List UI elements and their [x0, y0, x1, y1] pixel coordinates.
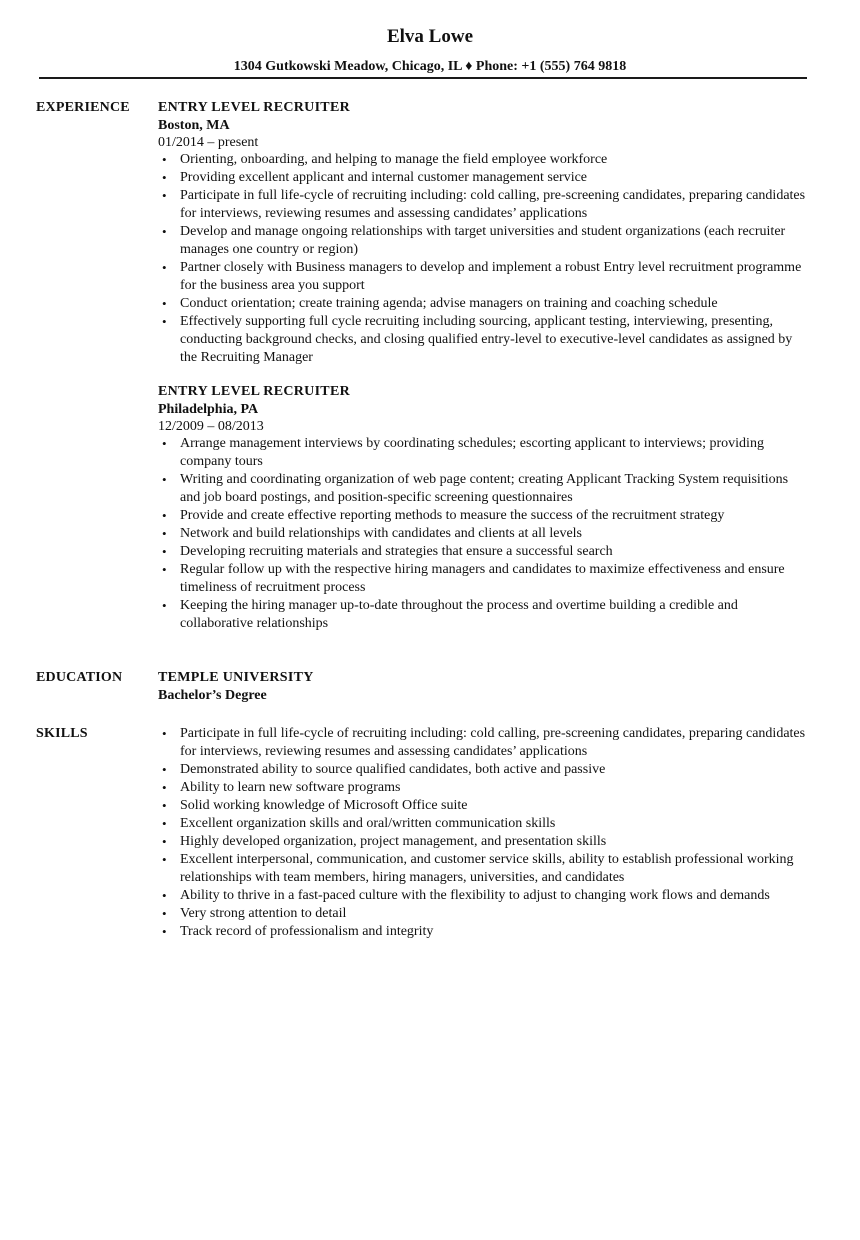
section-heading-experience: EXPERIENCE [36, 100, 130, 115]
education-body [158, 669, 808, 705]
list-item: • Participate in full life-cycle of recruiting including: cold calling, pre-screening candidates, preparing candidates for interviews, reviewing resumes and assessing candidates’ applications [158, 187, 808, 223]
list-item: • Partner closely with Business managers to develop and implement a robust Entry level recruitment programme for the business area you support [158, 259, 808, 295]
list-item: • Very strong attention to detail [158, 905, 808, 923]
list-item: • Demonstrated ability to source qualified candidates, both active and passive [158, 761, 808, 779]
job-bullets [158, 435, 808, 633]
list-item: • Keeping the hiring manager up-to-date throughout the process and overtime building a credible and collaborative relationships [158, 597, 808, 633]
list-item: • Developing recruiting materials and strategies that ensure a successful search [158, 543, 808, 561]
skills-body [158, 725, 808, 941]
job-dates: 12/2009 – 08/2013 [158, 419, 264, 434]
job-entry [158, 383, 808, 633]
address: 1304 Gutkowski Meadow, Chicago, IL [233, 59, 462, 74]
list-item: • Ability to thrive in a fast-paced culture with the flexibility to adjust to changing work flows and demands [158, 887, 808, 905]
job-title: ENTRY LEVEL RECRUITER [158, 100, 350, 115]
list-item: • Orienting, onboarding, and helping to manage the field employee workforce [158, 151, 808, 169]
job-title: ENTRY LEVEL RECRUITER [158, 384, 350, 399]
school-name: TEMPLE UNIVERSITY [158, 670, 314, 685]
list-item: • Ability to learn new software programs [158, 779, 808, 797]
list-item: • Highly developed organization, project management, and presentation skills [158, 833, 808, 851]
list-item: • Excellent interpersonal, communication, and customer service skills, ability to establish professional working relationships with team members, hiring managers, universities, and candidates [158, 851, 808, 887]
list-item: • Arrange management interviews by coordinating schedules; escorting applicant to interviews; providing company tours [158, 435, 808, 471]
job-dates: 01/2014 – present [158, 135, 259, 150]
list-item: • Develop and manage ongoing relationships with target universities and student organizations (each recruiter manages one country or region) [158, 223, 808, 259]
phone: Phone: +1 (555) 764 9818 [475, 59, 627, 74]
contact-line [0, 58, 860, 76]
list-item: • Track record of professionalism and integrity [158, 923, 808, 941]
separator-diamond-icon: ♦ [465, 59, 473, 74]
list-item: • Effectively supporting full cycle recruiting including sourcing, applicant testing, interviewing, presenting, conducting background checks, and closing qualified entry-level to executive-level candidates as assigned by the Recruiting Manager [158, 313, 808, 367]
skills-list [158, 725, 808, 941]
list-item: • Network and build relationships with candidates and clients at all levels [158, 525, 808, 543]
list-item: • Provide and create effective reporting methods to measure the success of the recruitment strategy [158, 507, 808, 525]
section-heading-skills: SKILLS [36, 726, 88, 741]
candidate-name: Elva Lowe [386, 26, 474, 47]
degree: Bachelor’s Degree [158, 688, 267, 703]
list-item: • Participate in full life-cycle of recruiting including: cold calling, pre-screening candidates, preparing candidates for interviews, reviewing resumes and assessing candidates’ applications [158, 725, 808, 761]
job-location: Boston, MA [158, 118, 230, 133]
list-item: • Providing excellent applicant and internal customer management service [158, 169, 808, 187]
list-item: • Writing and coordinating organization of web page content; creating Applicant Tracking System requisitions and job board postings, and position-specific screening questionnaires [158, 471, 808, 507]
list-item: • Conduct orientation; create training agenda; advise managers on training and coaching schedule [158, 295, 808, 313]
job-entry [158, 99, 808, 367]
header-divider [39, 77, 807, 79]
experience-body [158, 99, 808, 649]
list-item: • Regular follow up with the respective hiring managers and candidates to maximize effectiveness and ensure timeliness of recruitment process [158, 561, 808, 597]
list-item: • Excellent organization skills and oral/written communication skills [158, 815, 808, 833]
job-location: Philadelphia, PA [158, 402, 259, 417]
section-heading-education: EDUCATION [36, 670, 123, 685]
job-bullets [158, 151, 808, 367]
list-item: • Solid working knowledge of Microsoft Office suite [158, 797, 808, 815]
